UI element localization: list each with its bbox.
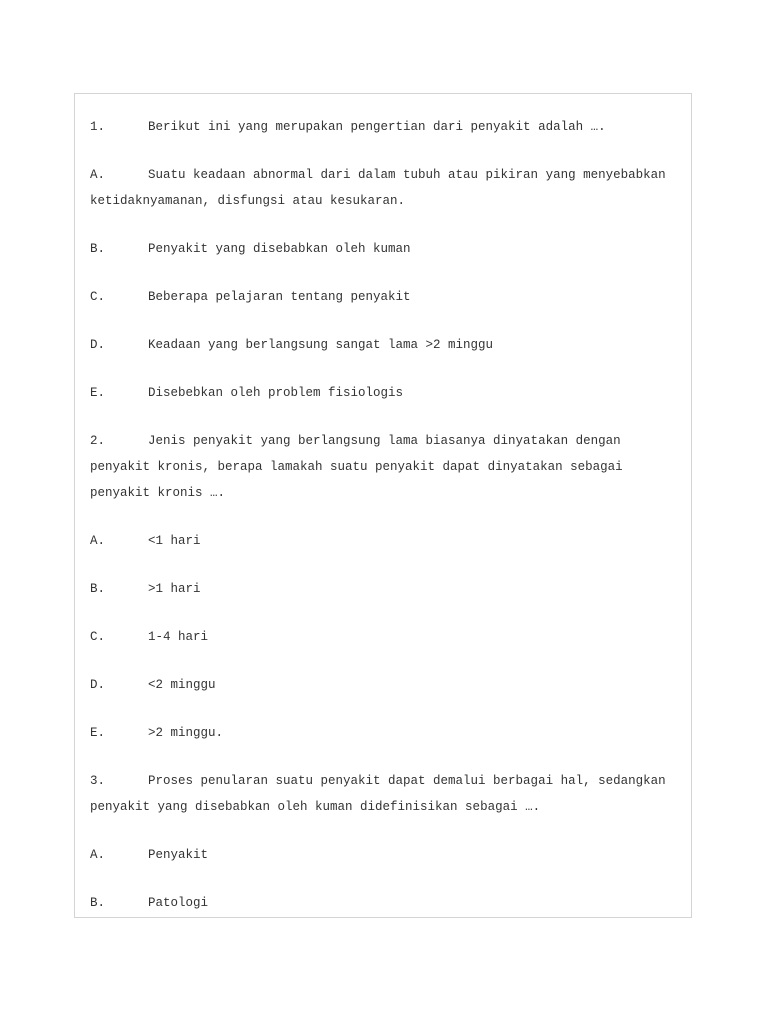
option-letter: A. [90, 534, 106, 548]
question-1-option-d [90, 332, 680, 358]
option-letter: B. [90, 242, 106, 256]
option-letter: D. [90, 338, 106, 352]
question-1 [90, 114, 680, 140]
question-2-option-c [90, 624, 680, 650]
option-letter: E. [90, 726, 106, 740]
question-text: Berikut ini yang merupakan pengertian dari penyakit adalah …. [148, 120, 606, 134]
option-text: Penyakit yang disebabkan oleh kuman [148, 242, 411, 256]
option-text: Disebebkan oleh problem fisiologis [148, 386, 404, 400]
option-text: 1-4 hari [148, 630, 209, 644]
option-text: Beberapa pelajaran tentang penyakit [148, 290, 411, 304]
question-number: 3. [90, 774, 106, 788]
question-1-option-b [90, 236, 680, 262]
option-text: <1 hari [148, 534, 201, 548]
option-letter: B. [90, 582, 106, 596]
question-3-option-b [90, 890, 680, 916]
question-number: 2. [90, 434, 106, 448]
question-1-option-e [90, 380, 680, 406]
question-text: Proses penularan suatu penyakit dapat demalui berbagai hal, sedangkan penyakit yang disebabkan oleh kuman didefinisikan sebagai …. [90, 774, 666, 814]
option-letter: A. [90, 848, 106, 862]
option-letter: D. [90, 678, 106, 692]
option-text: <2 minggu [148, 678, 216, 692]
option-text: Suatu keadaan abnormal dari dalam tubuh atau pikiran yang menyebabkan ketidaknyamanan, disfungsi atau kesukaran. [90, 168, 666, 208]
question-text: Jenis penyakit yang berlangsung lama biasanya dinyatakan dengan penyakit kronis, berapa lamakah suatu penyakit dapat dinyatakan sebagai penyakit kronis …. [90, 434, 623, 500]
question-2-option-b [90, 576, 680, 602]
document-content [90, 114, 680, 918]
option-text: >1 hari [148, 582, 201, 596]
question-2-option-d [90, 672, 680, 698]
question-2-option-a [90, 528, 680, 554]
option-text: Penyakit [148, 848, 209, 862]
question-2 [90, 428, 680, 506]
option-letter: C. [90, 290, 106, 304]
option-letter: E. [90, 386, 106, 400]
question-1-option-c [90, 284, 680, 310]
option-text: >2 minggu. [148, 726, 224, 740]
question-2-option-e [90, 720, 680, 746]
question-1-option-a [90, 162, 680, 214]
option-letter: C. [90, 630, 106, 644]
question-number: 1. [90, 120, 106, 134]
option-letter: B. [90, 896, 106, 910]
option-text: Patologi [148, 896, 209, 910]
question-3-option-a [90, 842, 680, 868]
question-3 [90, 768, 680, 820]
option-text: Keadaan yang berlangsung sangat lama >2 minggu [148, 338, 494, 352]
document-page [74, 93, 692, 918]
option-letter: A. [90, 168, 106, 182]
